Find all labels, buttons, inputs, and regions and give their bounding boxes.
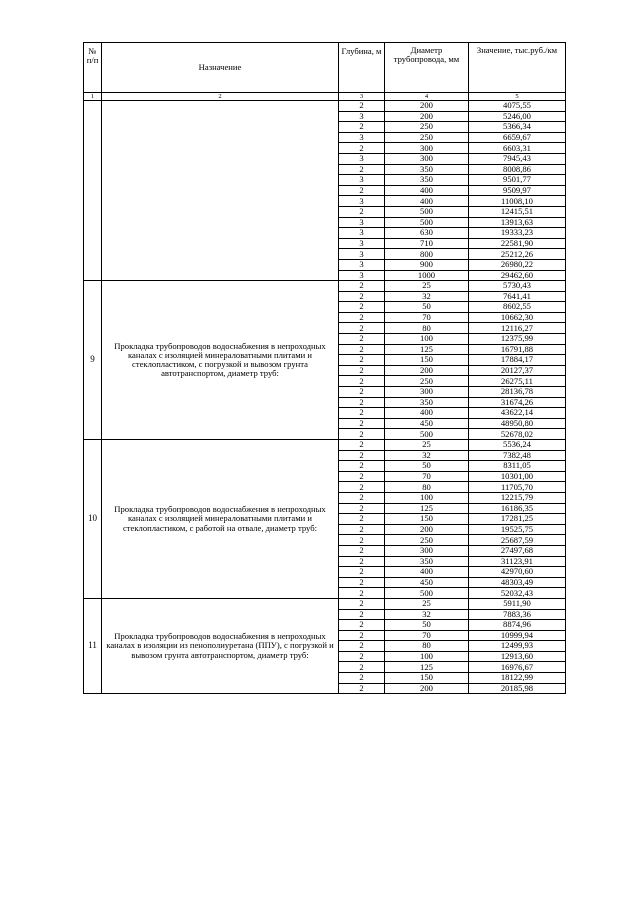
header-depth: Глубина, м <box>339 43 385 93</box>
value-cell: 16791,88 <box>469 344 566 355</box>
diameter-cell: 80 <box>385 482 469 493</box>
value-cell: 13913,63 <box>469 217 566 228</box>
value-cell: 8602,55 <box>469 302 566 313</box>
depth-cell: 3 <box>339 217 385 228</box>
depth-cell: 2 <box>339 164 385 175</box>
diameter-cell: 25 <box>385 281 469 292</box>
value-cell: 22581,90 <box>469 238 566 249</box>
value-cell: 16976,67 <box>469 662 566 673</box>
header-name: Назначение <box>102 43 339 93</box>
depth-cell: 3 <box>339 132 385 143</box>
diameter-cell: 400 <box>385 185 469 196</box>
depth-cell: 2 <box>339 524 385 535</box>
value-cell: 27497,68 <box>469 545 566 556</box>
diameter-cell: 400 <box>385 196 469 207</box>
value-cell: 10999,94 <box>469 630 566 641</box>
diameter-cell: 400 <box>385 408 469 419</box>
depth-cell: 2 <box>339 122 385 133</box>
value-cell: 6659,67 <box>469 132 566 143</box>
depth-cell: 2 <box>339 312 385 323</box>
depth-cell: 3 <box>339 228 385 239</box>
depth-cell: 2 <box>339 429 385 440</box>
value-cell: 4075,55 <box>469 101 566 112</box>
table-row <box>84 281 566 292</box>
value-cell: 18122,99 <box>469 673 566 684</box>
table-header-row <box>84 43 566 93</box>
diameter-cell: 300 <box>385 387 469 398</box>
diameter-cell: 32 <box>385 609 469 620</box>
value-cell: 11705,70 <box>469 482 566 493</box>
value-cell: 8008,86 <box>469 164 566 175</box>
value-cell: 7945,43 <box>469 153 566 164</box>
column-index-cell: 3 <box>339 93 385 101</box>
value-cell: 17281,25 <box>469 514 566 525</box>
value-cell: 7641,41 <box>469 291 566 302</box>
value-cell: 11008,10 <box>469 196 566 207</box>
diameter-cell: 450 <box>385 418 469 429</box>
value-cell: 19525,75 <box>469 524 566 535</box>
column-index-row <box>84 93 566 101</box>
depth-cell: 2 <box>339 344 385 355</box>
diameter-cell: 300 <box>385 153 469 164</box>
depth-cell: 2 <box>339 673 385 684</box>
diameter-cell: 200 <box>385 683 469 694</box>
diameter-cell: 500 <box>385 588 469 599</box>
value-cell: 5536,24 <box>469 440 566 451</box>
diameter-cell: 100 <box>385 651 469 662</box>
depth-cell: 3 <box>339 196 385 207</box>
value-cell: 25212,26 <box>469 249 566 260</box>
value-cell: 7883,36 <box>469 609 566 620</box>
group-description: Прокладка трубопроводов водоснабжения в непроходных каналах с изоляцией минераловатными плитами и стеклопластиком, с работой на отвале, диаметр труб: <box>102 440 339 599</box>
depth-cell: 2 <box>339 598 385 609</box>
depth-cell: 2 <box>339 450 385 461</box>
value-cell: 9501,77 <box>469 175 566 186</box>
header-diameter: Диаметр трубопровода, мм <box>385 43 469 93</box>
header-value: Значение, тыс.руб./км <box>469 43 566 93</box>
depth-cell: 2 <box>339 662 385 673</box>
value-cell: 12116,27 <box>469 323 566 334</box>
depth-cell: 2 <box>339 556 385 567</box>
value-cell: 48303,49 <box>469 577 566 588</box>
depth-cell: 2 <box>339 302 385 313</box>
depth-cell: 2 <box>339 683 385 694</box>
depth-cell: 3 <box>339 238 385 249</box>
diameter-cell: 400 <box>385 567 469 578</box>
depth-cell: 2 <box>339 471 385 482</box>
diameter-cell: 500 <box>385 429 469 440</box>
depth-cell: 2 <box>339 620 385 631</box>
depth-cell: 2 <box>339 535 385 546</box>
diameter-cell: 70 <box>385 471 469 482</box>
group-number: 11 <box>84 598 102 693</box>
depth-cell: 2 <box>339 355 385 366</box>
value-cell: 43622,14 <box>469 408 566 419</box>
column-index-cell: 5 <box>469 93 566 101</box>
diameter-cell: 50 <box>385 302 469 313</box>
diameter-cell: 300 <box>385 143 469 154</box>
value-cell: 20185,98 <box>469 683 566 694</box>
value-cell: 8311,05 <box>469 461 566 472</box>
value-cell: 10662,30 <box>469 312 566 323</box>
depth-cell: 2 <box>339 651 385 662</box>
diameter-cell: 125 <box>385 344 469 355</box>
diameter-cell: 150 <box>385 673 469 684</box>
depth-cell: 3 <box>339 270 385 281</box>
depth-cell: 2 <box>339 641 385 652</box>
diameter-cell: 900 <box>385 259 469 270</box>
table-row <box>84 440 566 451</box>
value-cell: 31674,26 <box>469 397 566 408</box>
value-cell: 48950,80 <box>469 418 566 429</box>
group-number <box>84 101 102 281</box>
diameter-cell: 630 <box>385 228 469 239</box>
value-cell: 12913,60 <box>469 651 566 662</box>
value-cell: 5366,34 <box>469 122 566 133</box>
diameter-cell: 200 <box>385 365 469 376</box>
diameter-cell: 250 <box>385 122 469 133</box>
value-cell: 12215,79 <box>469 492 566 503</box>
depth-cell: 2 <box>339 461 385 472</box>
depth-cell: 2 <box>339 609 385 620</box>
diameter-cell: 300 <box>385 545 469 556</box>
group-number: 10 <box>84 440 102 599</box>
value-cell: 5246,00 <box>469 111 566 122</box>
diameter-cell: 80 <box>385 323 469 334</box>
diameter-cell: 150 <box>385 514 469 525</box>
group-description <box>102 101 339 281</box>
diameter-cell: 200 <box>385 101 469 112</box>
diameter-cell: 710 <box>385 238 469 249</box>
diameter-cell: 1000 <box>385 270 469 281</box>
value-cell: 12375,99 <box>469 334 566 345</box>
diameter-cell: 150 <box>385 355 469 366</box>
value-cell: 28136,78 <box>469 387 566 398</box>
diameter-cell: 250 <box>385 376 469 387</box>
depth-cell: 3 <box>339 249 385 260</box>
depth-cell: 3 <box>339 175 385 186</box>
depth-cell: 2 <box>339 408 385 419</box>
depth-cell: 2 <box>339 376 385 387</box>
column-index-cell: 2 <box>102 93 339 101</box>
group-description: Прокладка трубопроводов водоснабжения в непроходных каналах в изоляции из пенополиуретана (ППУ), с погрузкой и вывозом грунта автотранспортом, диаметр труб: <box>102 598 339 693</box>
value-cell: 52032,43 <box>469 588 566 599</box>
depth-cell: 3 <box>339 153 385 164</box>
diameter-cell: 250 <box>385 132 469 143</box>
depth-cell: 2 <box>339 630 385 641</box>
diameter-cell: 250 <box>385 535 469 546</box>
value-cell: 17884,17 <box>469 355 566 366</box>
value-cell: 12499,93 <box>469 641 566 652</box>
depth-cell: 2 <box>339 397 385 408</box>
depth-cell: 2 <box>339 567 385 578</box>
diameter-cell: 80 <box>385 641 469 652</box>
depth-cell: 2 <box>339 482 385 493</box>
depth-cell: 2 <box>339 577 385 588</box>
diameter-cell: 350 <box>385 175 469 186</box>
value-cell: 7382,48 <box>469 450 566 461</box>
value-cell: 31123,91 <box>469 556 566 567</box>
depth-cell: 2 <box>339 323 385 334</box>
diameter-cell: 125 <box>385 662 469 673</box>
depth-cell: 2 <box>339 143 385 154</box>
value-cell: 20127,37 <box>469 365 566 376</box>
depth-cell: 2 <box>339 281 385 292</box>
value-cell: 42970,60 <box>469 567 566 578</box>
diameter-cell: 70 <box>385 312 469 323</box>
diameter-cell: 500 <box>385 217 469 228</box>
group-description: Прокладка трубопроводов водоснабжения в непроходных каналах с изоляцией минераловатными плитами и стеклопластиком, с погрузкой и вывозом грунта автотранспортом, диаметр труб: <box>102 281 339 440</box>
diameter-cell: 50 <box>385 461 469 472</box>
value-cell: 26980,22 <box>469 259 566 270</box>
depth-cell: 2 <box>339 588 385 599</box>
depth-cell: 2 <box>339 492 385 503</box>
diameter-cell: 350 <box>385 397 469 408</box>
depth-cell: 2 <box>339 503 385 514</box>
diameter-cell: 200 <box>385 524 469 535</box>
depth-cell: 2 <box>339 440 385 451</box>
price-table <box>83 42 566 694</box>
value-cell: 26275,11 <box>469 376 566 387</box>
value-cell: 8874,96 <box>469 620 566 631</box>
diameter-cell: 100 <box>385 334 469 345</box>
depth-cell: 2 <box>339 365 385 376</box>
diameter-cell: 32 <box>385 450 469 461</box>
depth-cell: 2 <box>339 545 385 556</box>
depth-cell: 2 <box>339 185 385 196</box>
table-row <box>84 598 566 609</box>
value-cell: 12415,51 <box>469 206 566 217</box>
value-cell: 52678,02 <box>469 429 566 440</box>
diameter-cell: 200 <box>385 111 469 122</box>
diameter-cell: 25 <box>385 598 469 609</box>
diameter-cell: 350 <box>385 164 469 175</box>
diameter-cell: 70 <box>385 630 469 641</box>
depth-cell: 2 <box>339 291 385 302</box>
column-index-cell: 4 <box>385 93 469 101</box>
diameter-cell: 100 <box>385 492 469 503</box>
group-number: 9 <box>84 281 102 440</box>
diameter-cell: 500 <box>385 206 469 217</box>
diameter-cell: 50 <box>385 620 469 631</box>
value-cell: 29462,60 <box>469 270 566 281</box>
price-table-body <box>84 43 566 694</box>
value-cell: 5911,90 <box>469 598 566 609</box>
diameter-cell: 25 <box>385 440 469 451</box>
column-index-cell: 1 <box>84 93 102 101</box>
diameter-cell: 32 <box>385 291 469 302</box>
diameter-cell: 450 <box>385 577 469 588</box>
depth-cell: 2 <box>339 418 385 429</box>
depth-cell: 2 <box>339 101 385 112</box>
depth-cell: 2 <box>339 206 385 217</box>
value-cell: 6603,31 <box>469 143 566 154</box>
value-cell: 19333,23 <box>469 228 566 239</box>
table-row <box>84 101 566 112</box>
depth-cell: 3 <box>339 259 385 270</box>
value-cell: 25687,59 <box>469 535 566 546</box>
diameter-cell: 350 <box>385 556 469 567</box>
value-cell: 9509,97 <box>469 185 566 196</box>
depth-cell: 2 <box>339 387 385 398</box>
value-cell: 16186,35 <box>469 503 566 514</box>
value-cell: 5730,43 <box>469 281 566 292</box>
depth-cell: 2 <box>339 514 385 525</box>
depth-cell: 2 <box>339 334 385 345</box>
diameter-cell: 800 <box>385 249 469 260</box>
diameter-cell: 125 <box>385 503 469 514</box>
depth-cell: 3 <box>339 111 385 122</box>
header-number: № п/п <box>84 43 102 93</box>
value-cell: 10301,00 <box>469 471 566 482</box>
